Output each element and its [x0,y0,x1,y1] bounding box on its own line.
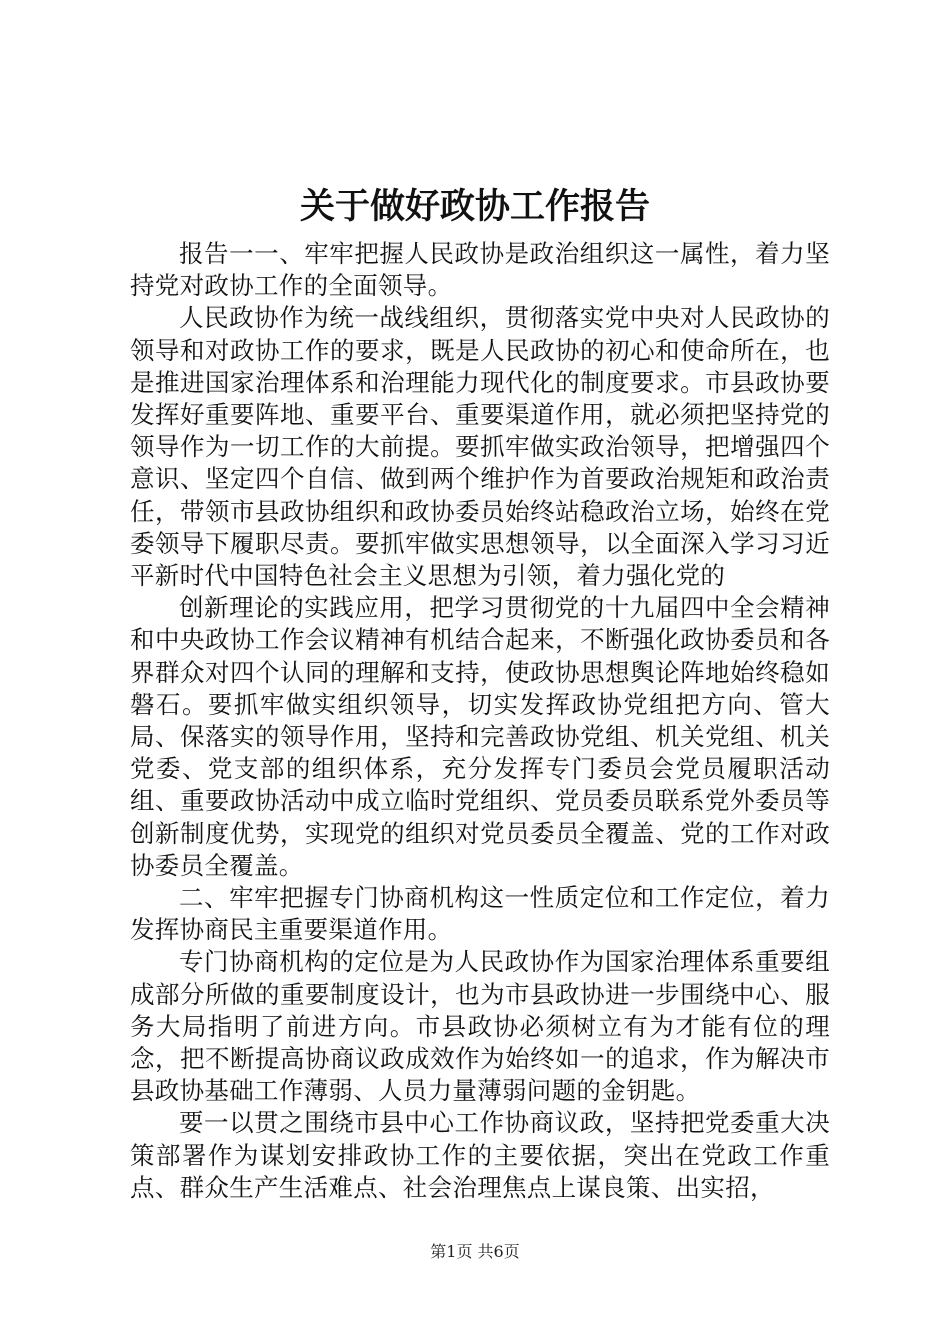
page-footer: 第1页 共6页 [430,1242,520,1261]
paragraph-1: 报告一一、牢牢把握人民政协是政治组织这一属性，着力坚持党对政协工作的全面领导。 [130,239,830,301]
paragraph-2: 人民政协作为统一战线组织，贯彻落实党中央对人民政协的领导和对政协工作的要求，既是人民政协的初心和使命所在，也是推进国家治理体系和治理能力现代化的制度要求。市县政协要发挥好重要阵地、重要平台、重要渠道作用，就必须把坚持党的领导作为一切工作的大前提。要抓牢做实政治领导，把增强四个意识、坚定四个自信、做到两个维护作为首要政治规矩和政治责任，带领市县政协组织和政协委员始终站稳政治立场，始终在党委领导下履职尽责。要抓牢做实思想领导，以全面深入学习习近平新时代中国特色社会主义思想为引领，着力强化党的 [130,303,830,591]
paragraph-4: 二、牢牢把握专门协商机构这一性质定位和工作定位，着力发挥协商民主重要渠道作用。 [130,883,830,945]
paragraph-5: 专门协商机构的定位是为人民政协作为国家治理体系重要组成部分所做的重要制度设计，也为市县政协进一步围绕中心、服务大局指明了前进方向。市县政协必须树立有为才能有位的理念，把不断提高协商议政成效作为始终如一的追求，作为解决市县政协基础工作薄弱、人员力量薄弱问题的金钥匙。 [130,947,830,1106]
document-title: 关于做好政协工作报告 [299,186,650,227]
document-body [130,238,830,1204]
paragraph-6: 要一以贯之围绕市县中心工作协商议政，坚持把党委重大决策部署作为谋划安排政协工作的主要依据，突出在党政工作重点、群众生产生活难点、社会治理焦点上谋良策、出实招， [130,1108,830,1202]
paragraph-3: 创新理论的实践应用，把学习贯彻党的十九届四中全会精神和中央政协工作会议精神有机结合起来，不断强化政协委员和各界群众对四个认同的理解和支持，使政协思想舆论阵地始终稳如磐石。要抓牢做实组织领导，切实发挥政协党组把方向、管大局、保落实的领导作用，坚持和完善政协党组、机关党组、机关党委、党支部的组织体系，充分发挥专门委员会党员履职活动组、重要政协活动中成立临时党组织、党员委员联系党外委员等创新制度优势，实现党的组织对党员委员全覆盖、党的工作对政协委员全覆盖。 [130,593,830,880]
